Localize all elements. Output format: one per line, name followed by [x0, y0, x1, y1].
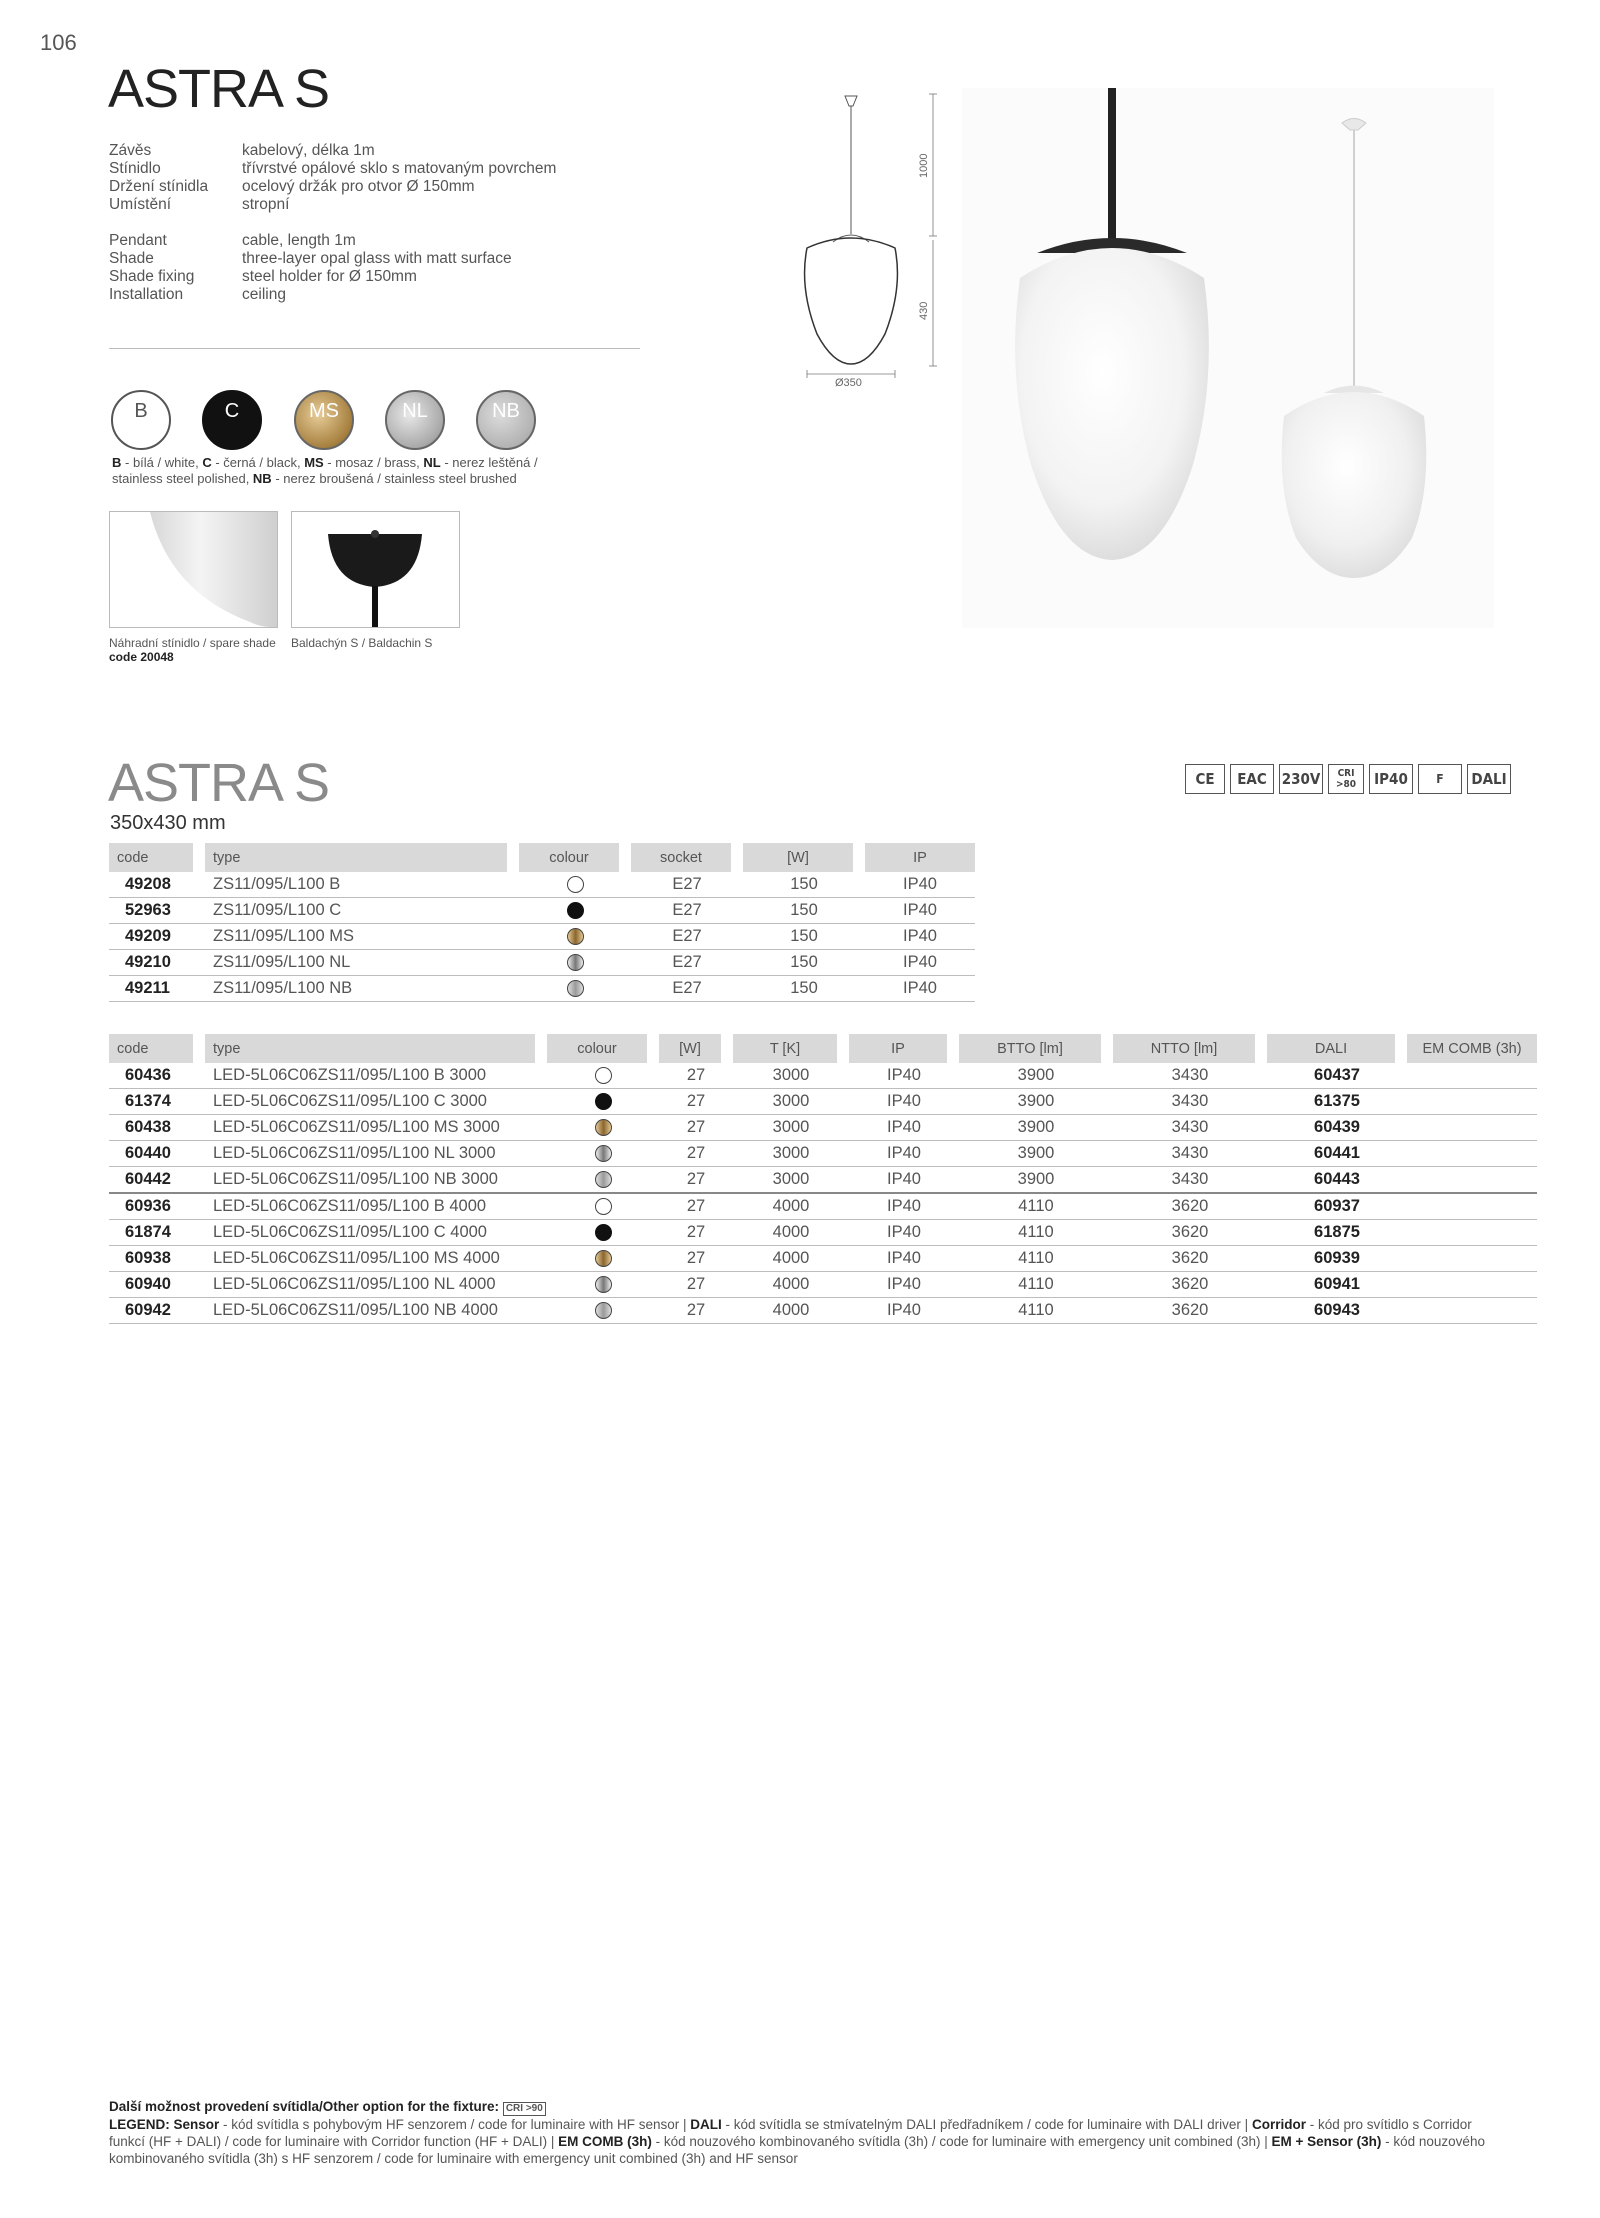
colour-cell [547, 1167, 659, 1194]
ip-cell: IP40 [849, 1063, 959, 1089]
spec-key: Pendant [109, 232, 167, 249]
code-cell: 60938 [109, 1246, 205, 1272]
column-header: [W] [659, 1034, 733, 1063]
btto-cell: 3900 [959, 1115, 1113, 1141]
legend-code: NL [423, 455, 441, 470]
spec-key: Umístění [109, 196, 172, 213]
spec-key: Shade [109, 250, 154, 267]
table-row [109, 1246, 1537, 1272]
watt-cell: 150 [743, 976, 865, 1002]
colour-dot-icon [595, 1276, 612, 1293]
spec-key: Shade fixing [109, 268, 195, 285]
column-header: DALI [1267, 1034, 1407, 1063]
swatch-steel-polished: NL [385, 390, 445, 450]
column-header: BTTO [lm] [959, 1034, 1113, 1063]
watt-cell: 27 [659, 1194, 733, 1220]
dim-cable-height: 1000 [918, 153, 930, 178]
colour-cell [547, 1220, 659, 1246]
watt-cell: 27 [659, 1167, 733, 1194]
certification-icons [1185, 764, 1511, 794]
spec-value: stropní [242, 196, 290, 213]
type-cell: ZS11/095/L100 NL [205, 950, 519, 976]
spec-row [109, 178, 556, 196]
ntto-cell: 3430 [1113, 1115, 1267, 1141]
table-row [109, 1272, 1537, 1298]
column-header: code [109, 1034, 205, 1063]
watt-cell: 27 [659, 1115, 733, 1141]
table-header-row [109, 843, 975, 872]
colour-cell [547, 1063, 659, 1089]
colour-cell [547, 1115, 659, 1141]
column-header: colour [547, 1034, 659, 1063]
dali-code-cell: 60441 [1267, 1141, 1407, 1167]
em-comb-cell [1407, 1246, 1537, 1272]
code-cell: 60442 [109, 1167, 205, 1194]
ntto-cell: 3620 [1113, 1298, 1267, 1324]
colour-dot-icon [595, 1250, 612, 1267]
swatch-steel-brushed: NB [476, 390, 536, 450]
spec-key: Držení stínidla [109, 178, 209, 195]
baldachin-image [291, 511, 460, 628]
ntto-cell: 3430 [1113, 1141, 1267, 1167]
ntto-cell: 3620 [1113, 1272, 1267, 1298]
spec-row [109, 196, 556, 214]
type-cell: LED-5L06C06ZS11/095/L100 B 3000 [205, 1063, 547, 1089]
btto-cell: 3900 [959, 1167, 1113, 1194]
table-row [109, 1089, 1537, 1115]
legend-text: - černá / black, [211, 455, 305, 470]
watt-cell: 27 [659, 1272, 733, 1298]
temperature-cell: 4000 [733, 1298, 849, 1324]
eac-icon: EAC [1230, 764, 1274, 794]
table-row [109, 872, 975, 898]
em-comb-cell [1407, 1272, 1537, 1298]
temperature-cell: 4000 [733, 1220, 849, 1246]
legend-sensor-text: - kód svítidla s pohybovým HF senzorem / code for luminaire with HF sensor | [219, 2117, 691, 2132]
watt-cell: 27 [659, 1220, 733, 1246]
spec-row [109, 286, 512, 304]
legend-emsensor-text: - kód nouzového kombinovaného svítidla (3h) s HF senzorem / code for luminaire with emergency unit combined (3h) and HF sensor [109, 2134, 1485, 2166]
temperature-cell: 3000 [733, 1141, 849, 1167]
baldachin-caption: Baldachýn S / Baldachin S [291, 636, 433, 650]
watt-cell: 150 [743, 950, 865, 976]
caption-code: code 20048 [109, 650, 174, 664]
legend-dali-label: DALI [690, 2117, 722, 2132]
watt-cell: 150 [743, 924, 865, 950]
legend-label: LEGEND: [109, 2117, 170, 2132]
btto-cell: 3900 [959, 1063, 1113, 1089]
product-title-secondary: ASTRA S [108, 753, 330, 813]
temperature-cell: 3000 [733, 1167, 849, 1194]
socket-cell: E27 [631, 872, 743, 898]
type-cell: ZS11/095/L100 MS [205, 924, 519, 950]
spare-shade-illustration [110, 512, 277, 627]
legend-text: - nerez leštěná / stainless steel polished, [112, 455, 538, 486]
colour-legend [112, 455, 572, 487]
socket-cell: E27 [631, 898, 743, 924]
btto-cell: 4110 [959, 1246, 1113, 1272]
ip-cell: IP40 [849, 1272, 959, 1298]
legend-emcomb-text: - kód nouzového kombinovaného svítidla (3h) / code for luminaire with emergency unit combined (3h) | [651, 2134, 1272, 2149]
column-header: IP [865, 843, 975, 872]
spec-row [109, 268, 512, 286]
ip-cell: IP40 [849, 1141, 959, 1167]
spare-shade-image [109, 511, 278, 628]
type-cell: ZS11/095/L100 NB [205, 976, 519, 1002]
legend-emcomb-label: EM COMB (3h) [558, 2134, 652, 2149]
spec-value: three-layer opal glass with matt surface [242, 250, 512, 267]
colour-dot-icon [595, 1145, 612, 1162]
code-cell: 49211 [109, 976, 205, 1002]
column-header: [W] [743, 843, 865, 872]
cri-icon: CRI >80 [1328, 764, 1364, 794]
column-header: type [205, 1034, 547, 1063]
code-cell: 60438 [109, 1115, 205, 1141]
column-header: type [205, 843, 519, 872]
colour-cell [547, 1141, 659, 1167]
product-dimensions: 350x430 mm [110, 812, 226, 834]
legend-code: B [112, 455, 122, 470]
socket-cell: E27 [631, 950, 743, 976]
ip-cell: IP40 [849, 1089, 959, 1115]
ntto-cell: 3620 [1113, 1194, 1267, 1220]
table-row [109, 1220, 1537, 1246]
table-row [109, 950, 975, 976]
colour-dot-icon [595, 1224, 612, 1241]
spec-value: ceiling [242, 286, 286, 303]
colour-cell [547, 1089, 659, 1115]
column-header: IP [849, 1034, 959, 1063]
ip-cell: IP40 [849, 1167, 959, 1194]
colour-dot-icon [595, 1119, 612, 1136]
spec-key: Installation [109, 286, 184, 303]
dim-shade-height: 430 [918, 301, 930, 320]
watt-cell: 150 [743, 898, 865, 924]
legend-dali-text: - kód svítidla se stmívatelným DALI předřadníkem / code for luminaire with DALI driver | [721, 2117, 1252, 2132]
type-cell: LED-5L06C06ZS11/095/L100 MS 4000 [205, 1246, 547, 1272]
dali-code-cell: 60443 [1267, 1167, 1407, 1194]
dali-icon: DALI [1467, 764, 1511, 794]
column-header: colour [519, 843, 631, 872]
legend-code: MS [304, 455, 324, 470]
spec-row [109, 232, 512, 250]
swatch-brass: MS [294, 390, 354, 450]
caption-text: Náhradní stínidlo / spare shade [109, 636, 276, 650]
colour-cell [519, 898, 631, 924]
watt-cell: 27 [659, 1246, 733, 1272]
type-cell: LED-5L06C06ZS11/095/L100 NL 4000 [205, 1272, 547, 1298]
spec-list-en [109, 232, 512, 304]
ip-cell: IP40 [865, 872, 975, 898]
dali-code-cell: 60437 [1267, 1063, 1407, 1089]
spec-value: ocelový držák pro otvor Ø 150mm [242, 178, 475, 195]
temperature-cell: 4000 [733, 1246, 849, 1272]
code-cell: 61374 [109, 1089, 205, 1115]
em-comb-cell [1407, 1167, 1537, 1194]
code-cell: 52963 [109, 898, 205, 924]
code-cell: 60936 [109, 1194, 205, 1220]
em-comb-cell [1407, 1194, 1537, 1220]
ip-cell: IP40 [865, 950, 975, 976]
table-row [109, 1115, 1537, 1141]
code-cell: 60436 [109, 1063, 205, 1089]
type-cell: ZS11/095/L100 C [205, 898, 519, 924]
btto-cell: 4110 [959, 1298, 1113, 1324]
colour-dot-icon [567, 954, 584, 971]
table-row [109, 1141, 1537, 1167]
colour-dot-icon [595, 1198, 612, 1215]
legend-corridor-label: Corridor [1251, 2117, 1306, 2132]
colour-cell [547, 1194, 659, 1220]
legend-text: - mosaz / brass, [323, 455, 424, 470]
type-cell: LED-5L06C06ZS11/095/L100 C 3000 [205, 1089, 547, 1115]
ip-cell: IP40 [849, 1194, 959, 1220]
btto-cell: 4110 [959, 1220, 1113, 1246]
socket-cell: E27 [631, 924, 743, 950]
spec-list-cz [109, 142, 556, 214]
ip-cell: IP40 [849, 1246, 959, 1272]
btto-cell: 4110 [959, 1272, 1113, 1298]
legend-text: - nerez broušená / stainless steel brushed [271, 471, 517, 486]
type-cell: LED-5L06C06ZS11/095/L100 NB 3000 [205, 1167, 547, 1194]
spec-key: Závěs [109, 142, 152, 159]
product-table-led [109, 1034, 1537, 1324]
table-row [109, 1063, 1537, 1089]
spec-row [109, 142, 556, 160]
ip-cell: IP40 [865, 924, 975, 950]
spec-row [109, 160, 556, 178]
ntto-cell: 3430 [1113, 1167, 1267, 1194]
dali-code-cell: 60439 [1267, 1115, 1407, 1141]
ce-icon: CE [1185, 764, 1225, 794]
ip-cell: IP40 [865, 898, 975, 924]
colour-dot-icon [567, 902, 584, 919]
other-option-label: Další možnost provedení svítidla/Other option for the fixture: [109, 2099, 500, 2114]
type-cell: LED-5L06C06ZS11/095/L100 NB 4000 [205, 1298, 547, 1324]
ip-cell: IP40 [849, 1220, 959, 1246]
swatch-white: B [111, 390, 171, 450]
product-title: ASTRA S [108, 59, 330, 119]
column-header: NTTO [lm] [1113, 1034, 1267, 1063]
em-comb-cell [1407, 1298, 1537, 1324]
table-row [109, 898, 975, 924]
code-cell: 60940 [109, 1272, 205, 1298]
ip-cell: IP40 [865, 976, 975, 1002]
spec-value: třívrstvé opálové sklo s matovaným povrchem [242, 160, 557, 177]
legend-sensor-label: Sensor [173, 2117, 220, 2132]
colour-cell [519, 872, 631, 898]
spec-row [109, 250, 512, 268]
ip-cell: IP40 [849, 1298, 959, 1324]
cri-90-icon: CRI >90 [503, 2102, 546, 2116]
type-cell: ZS11/095/L100 B [205, 872, 519, 898]
table-row [109, 1167, 1537, 1194]
ip-cell: IP40 [849, 1115, 959, 1141]
spec-value: steel holder for Ø 150mm [242, 268, 417, 285]
swatch-black: C [202, 390, 262, 450]
temperature-cell: 3000 [733, 1089, 849, 1115]
code-cell: 49209 [109, 924, 205, 950]
colour-dot-icon [595, 1067, 612, 1084]
ntto-cell: 3430 [1113, 1089, 1267, 1115]
ntto-cell: 3620 [1113, 1220, 1267, 1246]
code-cell: 49210 [109, 950, 205, 976]
column-header: socket [631, 843, 743, 872]
dim-diameter: Ø350 [835, 377, 862, 388]
divider [109, 348, 640, 349]
colour-dot-icon [595, 1171, 612, 1188]
code-cell: 61874 [109, 1220, 205, 1246]
voltage-icon: 230V [1279, 764, 1323, 794]
spare-shade-caption [109, 636, 276, 664]
column-header: EM COMB (3h) [1407, 1034, 1537, 1063]
code-cell: 60440 [109, 1141, 205, 1167]
watt-cell: 150 [743, 872, 865, 898]
legend-code: C [202, 455, 212, 470]
spec-value: cable, length 1m [242, 232, 356, 249]
em-comb-cell [1407, 1141, 1537, 1167]
dimension-drawing [795, 88, 945, 388]
ip-icon: IP40 [1369, 764, 1413, 794]
temperature-cell: 4000 [733, 1194, 849, 1220]
colour-dot-icon [567, 876, 584, 893]
code-cell: 49208 [109, 872, 205, 898]
dali-code-cell: 61875 [1267, 1220, 1407, 1246]
footer-legend [109, 2098, 1501, 2167]
temperature-cell: 3000 [733, 1063, 849, 1089]
type-cell: LED-5L06C06ZS11/095/L100 C 4000 [205, 1220, 547, 1246]
dali-code-cell: 60939 [1267, 1246, 1407, 1272]
dali-code-cell: 60937 [1267, 1194, 1407, 1220]
table-row [109, 1194, 1537, 1220]
technical-drawing [795, 88, 945, 388]
page-number: 106 [40, 30, 77, 55]
socket-cell: E27 [631, 976, 743, 1002]
code-cell: 60942 [109, 1298, 205, 1324]
legend-code: NB [252, 471, 272, 486]
temperature-cell: 3000 [733, 1115, 849, 1141]
btto-cell: 3900 [959, 1141, 1113, 1167]
colour-cell [519, 924, 631, 950]
spec-value: kabelový, délka 1m [242, 142, 375, 159]
type-cell: LED-5L06C06ZS11/095/L100 B 4000 [205, 1194, 547, 1220]
legend-text: - bílá / white, [121, 455, 203, 470]
ntto-cell: 3430 [1113, 1063, 1267, 1089]
table-header-row [109, 1034, 1537, 1063]
table-row [109, 1298, 1537, 1324]
other-option-line [109, 2098, 1501, 2116]
table-row [109, 924, 975, 950]
em-comb-cell [1407, 1220, 1537, 1246]
watt-cell: 27 [659, 1063, 733, 1089]
colour-cell [547, 1272, 659, 1298]
dali-code-cell: 60941 [1267, 1272, 1407, 1298]
legend-corridor-text: - kód pro svítidlo s Corridor funkcí (HF + DALI) / code for luminaire with Corridor function (HF + DALI) | [109, 2117, 1472, 2149]
colour-cell [519, 950, 631, 976]
legend-line [109, 2116, 1501, 2167]
column-header: T [K] [733, 1034, 849, 1063]
colour-dot-icon [595, 1093, 612, 1110]
btto-cell: 3900 [959, 1089, 1113, 1115]
column-header: code [109, 843, 205, 872]
spec-key: Stínidlo [109, 160, 161, 177]
colour-dot-icon [567, 980, 584, 997]
colour-cell [519, 976, 631, 1002]
colour-cell [547, 1298, 659, 1324]
dali-code-cell: 60943 [1267, 1298, 1407, 1324]
temperature-cell: 4000 [733, 1272, 849, 1298]
ntto-cell: 3620 [1113, 1246, 1267, 1272]
em-comb-cell [1407, 1089, 1537, 1115]
type-cell: LED-5L06C06ZS11/095/L100 NL 3000 [205, 1141, 547, 1167]
f-mark-icon: F [1418, 764, 1462, 794]
watt-cell: 27 [659, 1298, 733, 1324]
colour-dot-icon [567, 928, 584, 945]
type-cell: LED-5L06C06ZS11/095/L100 MS 3000 [205, 1115, 547, 1141]
colour-dot-icon [595, 1302, 612, 1319]
product-table-e27 [109, 843, 975, 1002]
colour-cell [547, 1246, 659, 1272]
btto-cell: 4110 [959, 1194, 1113, 1220]
watt-cell: 27 [659, 1089, 733, 1115]
product-photo [962, 88, 1494, 628]
watt-cell: 27 [659, 1141, 733, 1167]
table-row [109, 976, 975, 1002]
em-comb-cell [1407, 1115, 1537, 1141]
dali-code-cell: 61375 [1267, 1089, 1407, 1115]
pendant-lamps-illustration [962, 88, 1494, 628]
em-comb-cell [1407, 1063, 1537, 1089]
baldachin-illustration [292, 512, 459, 627]
legend-emsensor-label: EM + Sensor (3h) [1271, 2134, 1382, 2149]
